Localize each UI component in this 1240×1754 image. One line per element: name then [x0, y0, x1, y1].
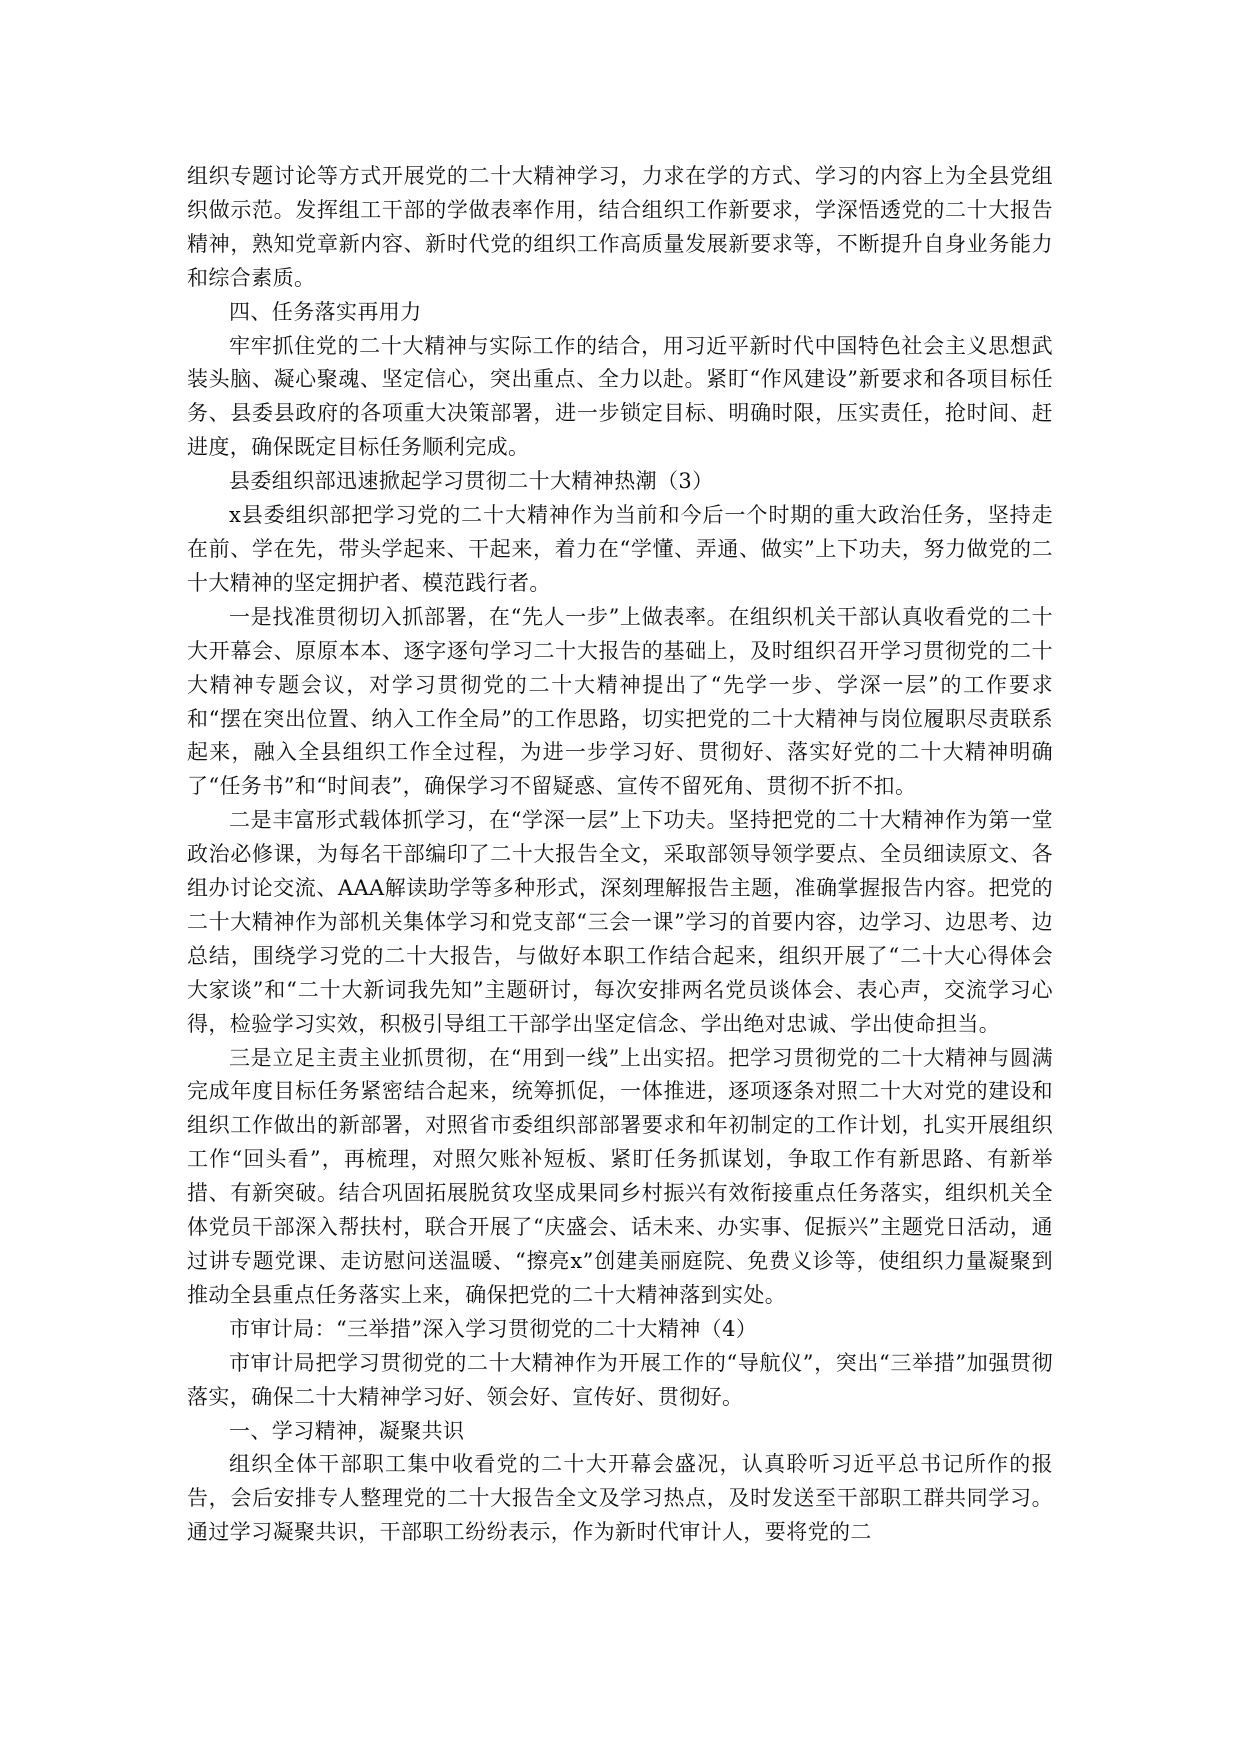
- paragraph-body: 市审计局把学习贯彻党的二十大精神作为开展工作的“导航仪”，突出“三举措”加强贯彻落实，确保二十大精神学习好、领会好、宣传好、贯彻好。: [187, 1350, 1053, 1409]
- paragraph-body: 三是立足主责主业抓贯彻，在“用到一线”上出实招。把学习贯彻党的二十大精神与圆满完成年度目标任务紧密结合起来，统筹抓促，一体推进，逐项逐条对照二十大对党的建设和组织工作做出的新部署，对照省市委组织部部署要求和年初制定的工作计划，扎实开展组织工作“回头看”，再梳理，对照欠账补短板、紧盯任务抓谋划，争取工作有新思路、有新举措、有新突破。结合巩固拓展脱贫攻坚成果同乡村振兴有效衔接重点任务落实，组织机关全体党员干部深入帮扶村，联合开展了“庆盛会、话未来、办实事、促振兴”主题党日活动，通过讲专题党课、走访慰问送温暖、“擦亮x”创建美丽庭院、免费义诊等，使组织力量凝聚到推动全县重点任务落实上来，确保把党的二十大精神落到实处。: [187, 1045, 1053, 1307]
- paragraph-continuation: 组织专题讨论等方式开展党的二十大精神学习，力求在学的方式、学习的内容上为全县党组织做示范。发挥组工干部的学做表率作用，结合组织工作新要求，学深悟透党的二十大报告精神，熟知党章新内容、新时代党的组织工作高质量发展新要求等，不断提升自身业务能力和综合素质。: [187, 164, 1053, 290]
- article-title-county-organization-dept: 县委组织部迅速掀起学习贯彻二十大精神热潮（3）: [229, 469, 714, 494]
- document-page: [187, 160, 1053, 1550]
- article-title-city-audit-bureau: 市审计局：“三举措”深入学习贯彻党的二十大精神（4）: [229, 1316, 758, 1341]
- section-heading-study-spirit: 一、学习精神，凝聚共识: [229, 1418, 465, 1443]
- section-heading-task-implementation: 四、任务落实再用力: [229, 299, 422, 324]
- paragraph-body: 牢牢抓住党的二十大精神与实际工作的结合，用习近平新时代中国特色社会主义思想武装头脑、凝心聚魂、坚定信心，突出重点、全力以赴。紧盯“作风建设”新要求和各项目标任务、县委县政府的各项重大决策部署，进一步锁定目标、明确时限，压实责任，抢时间、赶进度，确保既定目标任务顺利完成。: [187, 333, 1053, 460]
- paragraph-body: x县委组织部把学习党的二十大精神作为当前和今后一个时期的重大政治任务，坚持走在前、学在先，带头学起来、干起来，着力在“学懂、弄通、做实”上下功夫，努力做党的二十大精神的坚定拥护者、模范践行者。: [187, 503, 1053, 595]
- paragraph-body: 一是找准贯彻切入抓部署，在“先人一步”上做表率。在组织机关干部认真收看党的二十大开幕会、原原本本、逐字逐句学习二十大报告的基础上，及时组织召开学习贯彻党的二十大精神专题会议，对学习贯彻党的二十大精神提出了“先学一步、学深一层”的工作要求和“摆在突出位置、纳入工作全局”的工作思路，切实把党的二十大精神与岗位履职尽责联系起来，融入全县组织工作全过程，为进一步学习好、贯彻好、落实好党的二十大精神明确了“任务书”和“时间表”，确保学习不留疑惑、宣传不留死角、贯彻不折不扣。: [187, 604, 1053, 799]
- paragraph-body: 二是丰富形式载体抓学习，在“学深一层”上下功夫。坚持把党的二十大精神作为第一堂政治必修课，为每名干部编印了二十大报告全文，采取部领导领学要点、全员细读原文、各组办讨论交流、AAA解读助学等多种形式，深刻理解报告主题，准确掌握报告内容。把党的二十大精神作为部机关集体学习和党支部“三会一课”学习的首要内容，边学习、边思考、边总结，围绕学习党的二十大报告，与做好本职工作结合起来，组织开展了“二十大心得体会大家谈”和“二十大新词我先知”主题研讨，每次安排两名党员谈体会、表心声，交流学习心得，检验学习实效，积极引导组工干部学出坚定信念、学出绝对忠诚、学出使命担当。: [187, 808, 1053, 1036]
- paragraph-body: 组织全体干部职工集中收看党的二十大开幕会盛况，认真聆听习近平总书记所作的报告，会后安排专人整理党的二十大报告全文及学习热点，及时发送至干部职工群共同学习。通过学习凝聚共识，干部职工纷纷表示，作为新时代审计人，要将党的二: [187, 1452, 1053, 1545]
